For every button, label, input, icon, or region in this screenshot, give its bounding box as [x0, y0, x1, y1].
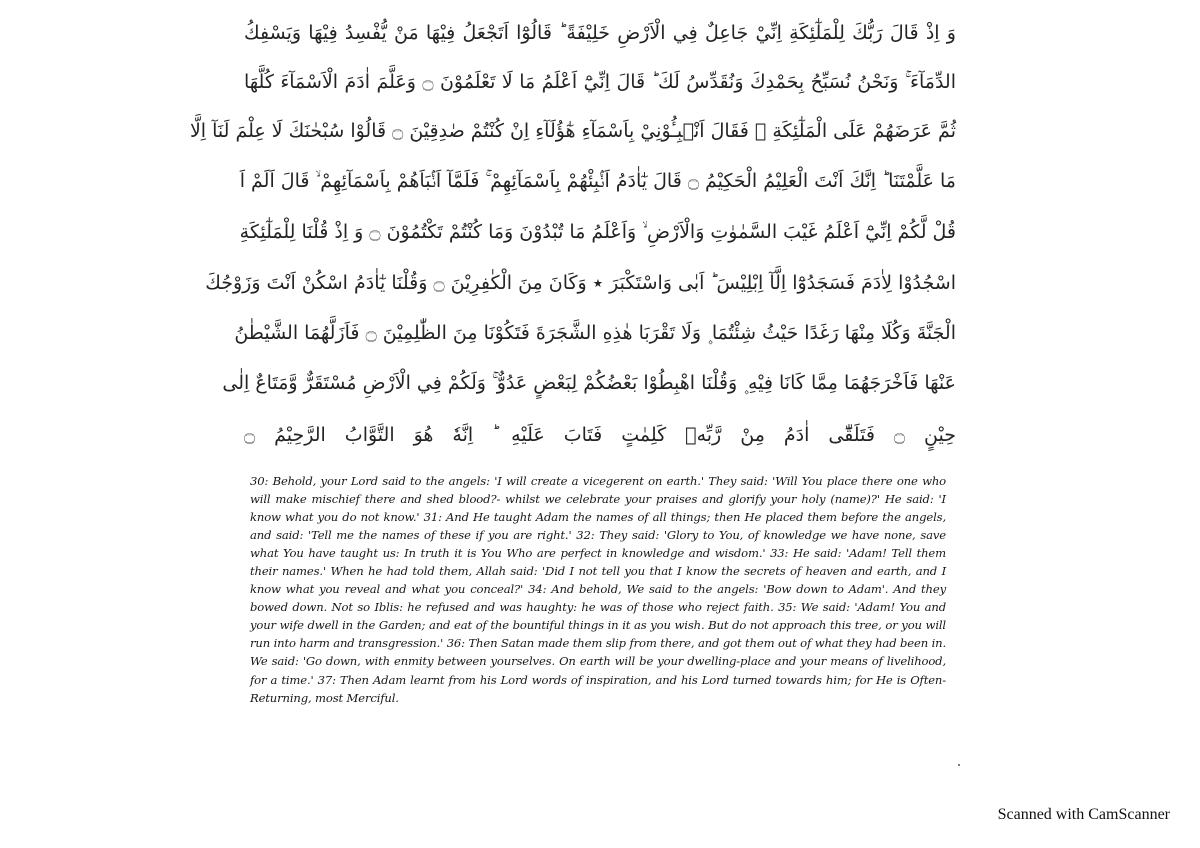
arabic-verses — [189, 8, 957, 466]
scan-speck — [958, 764, 960, 766]
arabic-line-9: حِيْنٍ ۝ فَتَلَقّٰٓى اٰدَمُ مِنْ رَّبِّهٖ كَلِمٰتٍ فَتَابَ عَلَيْهِ ؕ اِنَّهٗ هُوَ التَّوَّابُ الرَّحِيْمُ ۝ — [244, 424, 957, 446]
arabic-line-6: اسْجُدُوْا لِاٰدَمَ فَسَجَدُوْٓا اِلَّآ اِبْلِيْسَ ؕ اَبٰى وَاسْتَكْبَرَ ٭ وَكَانَ مِنَ الْكٰفِرِيْنَ ۝ وَقُلْنَا يٰٓاٰدَمُ اسْكُنْ اَنْتَ وَزَوْجُكَ — [205, 272, 956, 294]
arabic-line-2: الدِّمَآءَ ۚ وَنَحْنُ نُسَبِّحُ بِحَمْدِكَ وَنُقَدِّسُ لَكَ ؕ قَالَ اِنِّيْٓ اَعْلَمُ مَا لَا تَعْلَمُوْنَ ۝ وَعَلَّمَ اٰدَمَ الْاَسْمَآءَ كُلَّهَا — [244, 71, 957, 93]
arabic-line-1: وَ اِذْ قَالَ رَبُّكَ لِلْمَلٰٓئِكَةِ اِنِّيْ جَاعِلٌ فِي الْاَرْضِ خَلِيْفَةً ؕ قَالُوْٓا اَتَجْعَلُ فِيْهَا مَنْ يُّفْسِدُ فِيْهَا وَيَسْفِكُ — [244, 22, 956, 44]
arabic-line-8: عَنْهَا فَاَخْرَجَهُمَا مِمَّا كَانَا فِيْهِ ۪ وَقُلْنَا اهْبِطُوْا بَعْضُكُمْ لِبَعْضٍ عَدُوٌّ ۚ وَلَكُمْ فِي الْاَرْضِ مُسْتَقَرٌّ وَّمَتَاعٌ اِلٰى — [222, 372, 956, 394]
arabic-line-7: الْجَنَّةَ وَكُلَا مِنْهَا رَغَدًا حَيْثُ شِئْتُمَا ۪ وَلَا تَقْرَبَا هٰذِهِ الشَّجَرَةَ فَتَكُوْنَا مِنَ الظّٰلِمِيْنَ ۝ فَاَزَلَّهُمَا الشَّيْطٰنُ — [234, 322, 956, 344]
english-translation: 30: Behold, your Lord said to the angels: 'I will create a vicegerent on earth.' They said: 'Will You place there one who will make mischief there and shed blood?- whilst we celebrate your praises and glorify your holy (name)?' He said: 'I know what you do not know.' 31: And He taught Adam the names of all things; then He placed them before the angels, and said: 'Tell me the names of these if you are right.' 32: They said: 'Glory to You, of knowledge we have none, save what You have taught us: In truth it is You Who are perfect in knowledge and wisdom.' 33: He said: 'Adam! Tell them their names.' When he had told them, Allah said: 'Did I not tell you that I know the secrets of heaven and earth, and I know what you reveal and what you conceal?' 34: And behold, We said to the angels: 'Bow down to Adam'. And they bowed down. Not so Iblis: he refused and was haughty: he was of those who reject faith. 35: We said: 'Adam! You and your wife dwell in the Garden; and eat of the bountiful things in it as you wish. But do not approach this tree, or you will run into harm and transgression.' 36: Then Satan made them slip from there, and got them out of what they had been in. We said: 'Go down, with enmity between yourselves. On earth will be your dwelling-place and your means of livelihood, for a time.' 37: Then Adam learnt from his Lord words of inspiration, and his Lord turned towards him; for He is Often-Returning, most Merciful. — [250, 474, 946, 705]
camscanner-footer: Scanned with CamScanner — [997, 806, 1170, 823]
arabic-line-3: ثُمَّ عَرَضَهُمْ عَلَى الْمَلٰٓئِكَةِ ۙ فَقَالَ اَنْۢبِـُٔوْنِيْ بِاَسْمَآءِ هٰٓؤُلَآءِ اِنْ كُنْتُمْ صٰدِقِيْنَ ۝ قَالُوْا سُبْحٰنَكَ لَا عِلْمَ لَنَآ اِلَّا — [189, 120, 956, 142]
arabic-line-5: قُلْ لَّكُمْ اِنِّيْٓ اَعْلَمُ غَيْبَ السَّمٰوٰتِ وَالْاَرْضِ ۙ وَاَعْلَمُ مَا تُبْدُوْنَ وَمَا كُنْتُمْ تَكْتُمُوْنَ ۝ وَ اِذْ قُلْنَا لِلْمَلٰٓئِكَةِ — [239, 221, 956, 243]
arabic-line-4: مَا عَلَّمْتَنَا ؕ اِنَّكَ اَنْتَ الْعَلِيْمُ الْحَكِيْمُ ۝ قَالَ يٰٓاٰدَمُ اَنْۢبِئْهُمْ بِاَسْمَآئِهِمْ ۚ فَلَمَّآ اَنْۢبَاَهُمْ بِاَسْمَآئِهِمْ ۙ قَالَ اَلَمْ اَ — [239, 170, 956, 192]
